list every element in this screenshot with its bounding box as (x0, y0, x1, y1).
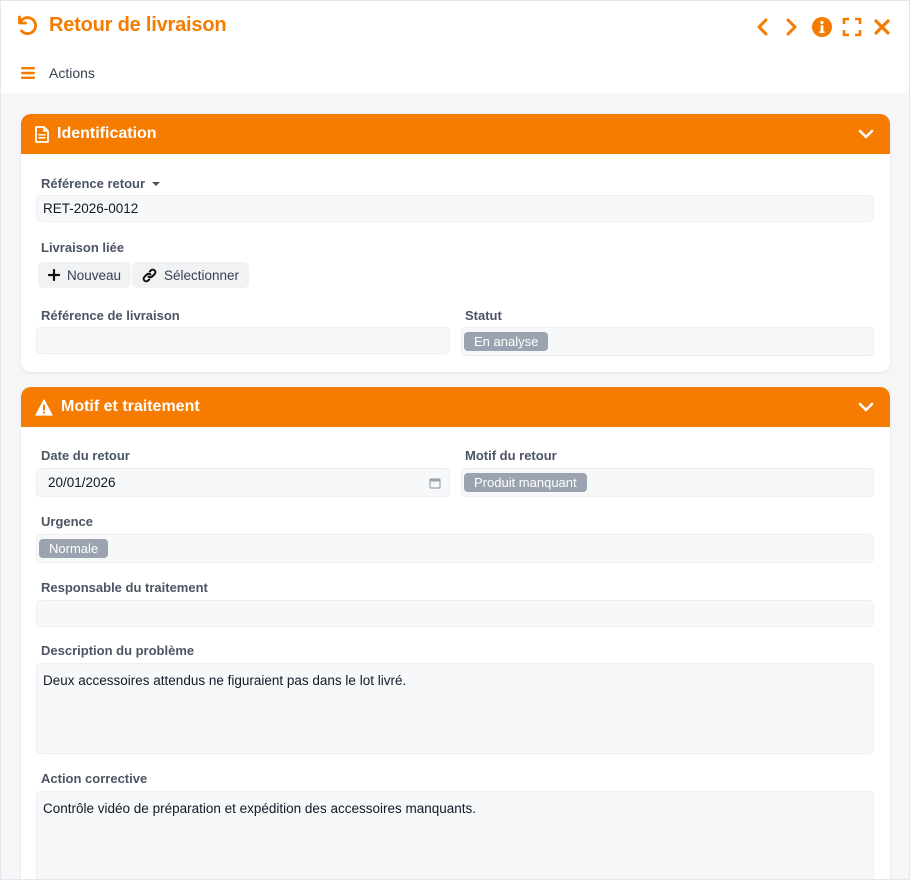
urgence-label: Urgence (41, 514, 94, 529)
warning-icon (35, 399, 53, 416)
chevron-down-icon[interactable] (858, 397, 874, 422)
actions-menu[interactable] (21, 65, 95, 81)
ref-livraison-field[interactable] (36, 327, 450, 354)
select-button[interactable] (132, 262, 249, 288)
actions-label[interactable]: Actions (49, 65, 95, 81)
date-retour-field[interactable] (36, 468, 450, 497)
section-motif-header[interactable] (21, 387, 890, 427)
caret-down-icon[interactable] (151, 180, 161, 188)
new-button-label: Nouveau (67, 267, 122, 283)
section-motif-title: Motif et traitement (61, 398, 200, 415)
date-retour-label: Date du retour (41, 448, 130, 463)
page-title: Retour de livraison (49, 13, 227, 36)
urgence-chip: Normale (39, 539, 108, 558)
statut-chip: En analyse (464, 332, 548, 351)
ref-retour-label (41, 176, 161, 191)
chevron-left-icon[interactable] (751, 15, 773, 39)
ref-retour-field[interactable]: RET-2026-0012 (36, 195, 874, 222)
responsable-label: Responsable du traitement (41, 580, 208, 595)
link-icon (142, 268, 157, 283)
close-icon[interactable] (871, 15, 893, 39)
undo-icon[interactable] (15, 13, 39, 37)
section-identification-title: Identification (57, 125, 157, 142)
date-retour-value: 20/01/2026 (48, 475, 116, 490)
motif-chip: Produit manquant (464, 473, 587, 492)
chevron-right-icon[interactable] (781, 15, 803, 39)
action-corrective-label: Action corrective (41, 771, 148, 786)
calendar-icon[interactable] (429, 477, 441, 489)
statut-field[interactable] (461, 327, 874, 356)
header (1, 1, 909, 93)
motif-retour-field[interactable] (461, 468, 874, 497)
ref-livraison-label: Référence de livraison (41, 308, 180, 323)
urgence-field[interactable] (36, 534, 874, 563)
fullscreen-icon[interactable] (841, 15, 863, 39)
section-identification (21, 114, 890, 372)
menu-icon[interactable] (21, 67, 35, 79)
action-corrective-textarea[interactable]: Contrôle vidéo de préparation et expédition des accessoires manquants. (36, 791, 874, 880)
document-icon (35, 126, 49, 143)
section-motif (21, 387, 890, 880)
info-icon[interactable] (811, 15, 833, 39)
plus-icon (48, 269, 60, 281)
section-identification-header[interactable] (21, 114, 890, 154)
description-label: Description du problème (41, 643, 195, 658)
responsable-field[interactable] (36, 600, 874, 627)
ref-retour-label-text: Référence retour (41, 176, 146, 191)
new-button[interactable] (38, 262, 131, 288)
description-textarea[interactable]: Deux accessoires attendus ne figuraient pas dans le lot livré. (36, 663, 874, 754)
statut-label: Statut (465, 308, 502, 323)
motif-retour-label: Motif du retour (465, 448, 557, 463)
chevron-down-icon[interactable] (858, 124, 874, 149)
livraison-liee-label: Livraison liée (41, 240, 125, 255)
select-button-label: Sélectionner (164, 267, 240, 283)
